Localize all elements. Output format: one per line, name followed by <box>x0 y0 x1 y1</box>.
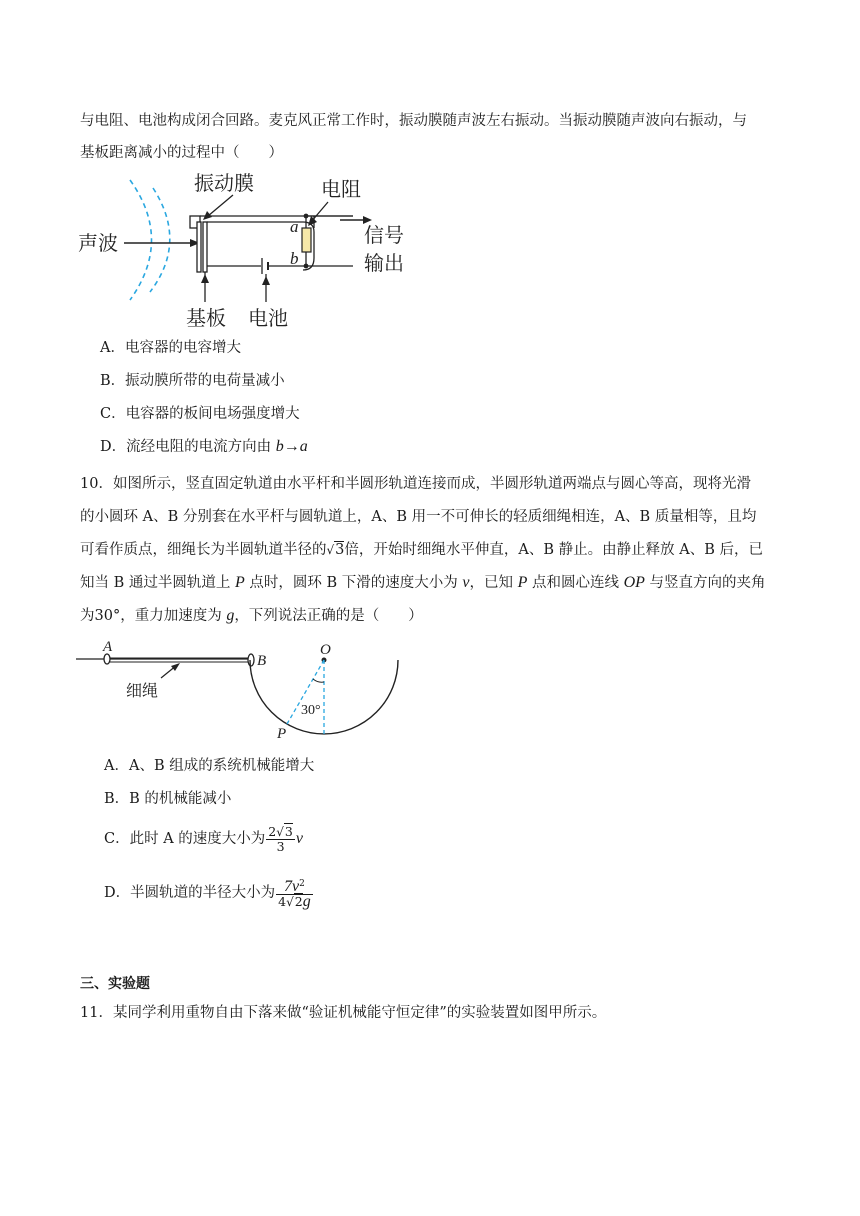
q9-stem-line-2: 基板距离减小的过程中（ ） <box>80 145 283 161</box>
q10-line4-part-b: 点时，圆环 B 下滑的速度大小为 <box>244 575 463 591</box>
node-a <box>304 214 309 219</box>
d-num: 7v <box>283 878 300 896</box>
c-den: 3 <box>276 838 285 854</box>
signal-label-1: 信号 <box>364 223 404 247</box>
label-B: B <box>257 653 267 669</box>
q11-stem: 11．某同学利用重物自由下落来做“验证机械能守恒定律”的实验装置如图甲所示。 <box>80 1005 607 1021</box>
q10-line4-part-a: 知当 B 通过半圆轨道上 <box>80 575 235 591</box>
q10-stem-line-3 <box>80 540 763 560</box>
var-v: v <box>462 574 470 591</box>
var-P-2: P <box>517 574 528 591</box>
var-P: P <box>234 574 245 591</box>
q10-option-a: A．A、B 组成的系统机械能增大 <box>104 758 315 774</box>
sound-label: 声波 <box>78 231 118 255</box>
q10-line3-part-a: 可看作质点，细绳长为半圆轨道半径的 <box>80 542 327 558</box>
q9-option-c: C．电容器的板间电场强度增大 <box>100 406 300 422</box>
label-b: b <box>290 249 299 268</box>
var-g: g <box>226 607 235 624</box>
d-sqrt-sign: √ <box>286 895 294 910</box>
q10-line4-part-e: 与竖直方向的夹角 <box>644 575 766 591</box>
resistor <box>302 228 311 252</box>
angle-arc <box>313 679 324 682</box>
vibration-membrane <box>197 222 201 272</box>
q10-line4-part-d: 点和圆心连线 <box>527 575 624 591</box>
q10-option-d-text: D．半圆轨道的半径大小为 <box>104 885 276 901</box>
sqrt-3: 3 <box>335 542 345 558</box>
q10-stem-line-2: 的小圆环 A、B 分别套在水平杆与圆轨道上，A、B 用一不可伸长的轻质细绳相连，A、B 质量相等，且均 <box>80 509 757 525</box>
c-var-v: v <box>295 830 303 847</box>
q9-option-b: B．振动膜所带的电荷量减小 <box>100 373 285 389</box>
label-a: a <box>290 217 299 236</box>
section-3-title: 三、实验题 <box>80 976 150 992</box>
microphone-diagram <box>78 170 428 330</box>
resistor-label: 电阻 <box>321 177 361 201</box>
sound-wave-arc-1 <box>130 180 152 300</box>
signal-label-2: 输出 <box>364 251 404 275</box>
q10-option-d <box>104 876 314 910</box>
c-num-coef: 2 <box>268 823 277 839</box>
q10-option-b: B．B 的机械能减小 <box>104 791 232 807</box>
label-A: A <box>103 639 113 655</box>
d-den-coef: 4 <box>278 894 287 910</box>
q9-option-d-text: D．流经电阻的电流方向由 <box>100 439 276 455</box>
c-num-rad: 3 <box>284 823 293 839</box>
angle-label: 30° <box>301 703 321 718</box>
d-den-rad: 2 <box>294 894 303 910</box>
q9-option-d-math: b→a <box>275 438 308 455</box>
d-num-exp: 2 <box>299 878 305 889</box>
q10-stem-line-5 <box>80 606 423 626</box>
sound-wave-arc-2 <box>150 188 170 292</box>
d-den-var: g <box>302 893 311 911</box>
q10-line5-part-a: 为30°，重力加速度为 <box>80 608 227 624</box>
q10-line3-part-b: 倍，开始时细绳水平伸直，A、B 静止。由静止释放 A、B 后，已 <box>344 542 763 558</box>
sqrt-sign: √ <box>326 543 335 557</box>
base-label: 基板 <box>186 306 226 330</box>
q9-option-a: A．电容器的电容增大 <box>100 340 241 356</box>
ring-b <box>248 654 254 666</box>
q10-option-c <box>104 824 303 854</box>
q10-stem-line-1: 10．如图所示，竖直固定轨道由水平杆和半圆形轨道连接而成，半圆形轨道两端点与圆心等高，现将光滑 <box>80 476 751 492</box>
q10-line5-part-b: ，下列说法正确的是（ ） <box>234 608 423 624</box>
q10-stem-line-4 <box>80 573 766 593</box>
q9-stem-line-1: 与电阻、电池构成闭合回路。麦克风正常工作时，振动膜随声波左右振动。当振动膜随声波向右振动，与 <box>80 113 747 129</box>
c-sqrt-sign: √ <box>276 824 284 839</box>
label-P: P <box>277 726 287 742</box>
label-O: O <box>320 642 331 658</box>
q10-option-c-text: C．此时 A 的速度大小为 <box>104 831 266 847</box>
fraction-7v2-over-4sqrt2g <box>276 877 313 909</box>
battery-label: 电池 <box>248 306 288 330</box>
q10-line4-part-c: ，已知 <box>469 575 518 591</box>
fraction-2sqrt3-over-3 <box>266 825 295 854</box>
membrane-label: 振动膜 <box>194 171 254 195</box>
var-OP: OP <box>623 574 645 591</box>
node-b <box>304 264 309 269</box>
base-plate <box>203 222 207 272</box>
q9-option-d <box>100 437 308 457</box>
rope-label: 细绳 <box>126 681 159 700</box>
track-diagram <box>76 638 406 742</box>
ring-a <box>104 654 110 664</box>
